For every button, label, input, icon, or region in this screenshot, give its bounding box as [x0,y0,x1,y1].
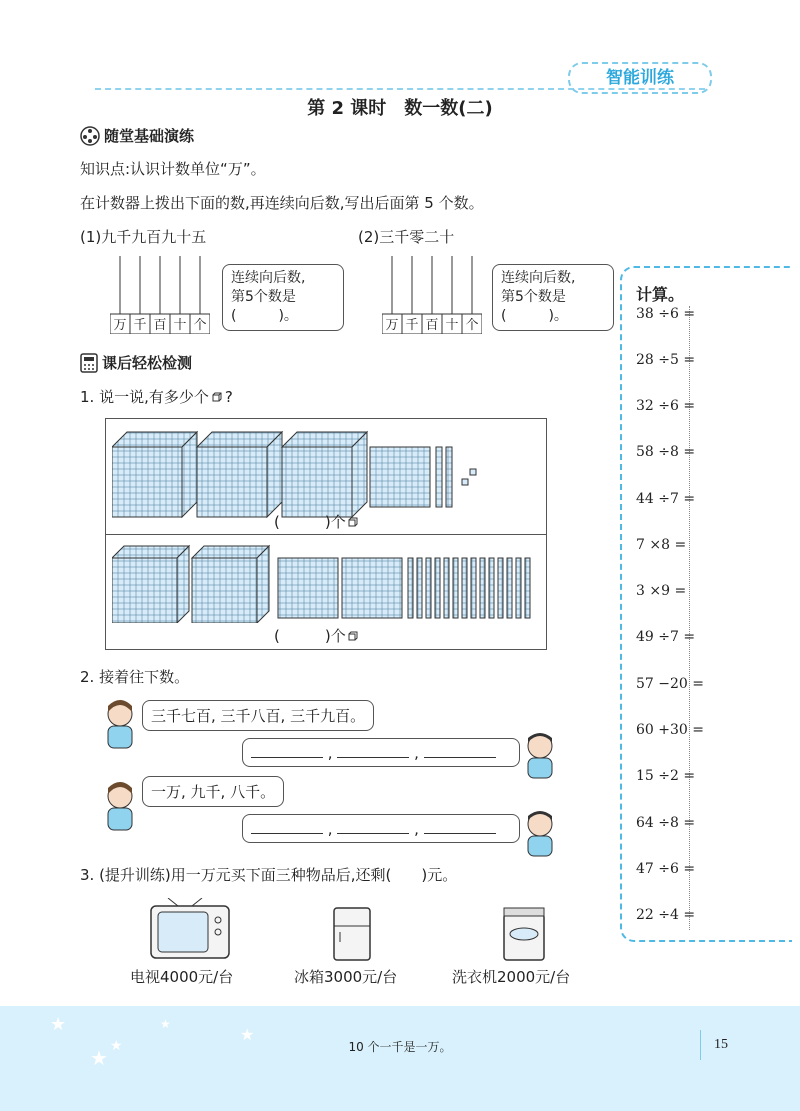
washer-label: 洗衣机2000元/台 [452,968,571,986]
fridge-label: 冰箱3000元/台 [294,968,398,986]
calc-item: 57 −20 = [636,676,704,692]
blank[interactable] [337,743,409,758]
blank[interactable] [251,743,323,758]
cube-panel [105,418,547,650]
washer-icon [500,904,550,962]
answer1: ( )个 [274,511,358,532]
calculator-icon [80,353,98,373]
answer2: ( )个 [274,625,358,646]
lesson-title: 第 2 课时 数一数(二) [307,98,493,119]
abacus-2-labels: 万 千 百 十 个 [385,318,479,333]
film-reel-icon [80,126,100,146]
girl-icon [100,698,142,750]
girl-icon [100,780,142,832]
item1-label: (1)九千九百九十五 [80,228,207,246]
footer-note: 10 个一千是一万。 [348,1040,452,1054]
cube-group-2 [112,543,542,623]
answer-row-2: , , [242,814,520,843]
section1-heading-text: 随堂基础演练 [104,127,195,145]
svg-text:★: ★ [50,1014,67,1035]
svg-text:★: ★ [160,1017,171,1031]
calc-item: 64 ÷8 = [636,815,696,831]
boy-icon [520,730,560,780]
cube-icon [348,631,358,641]
calc-item: 22 ÷4 = [636,907,696,923]
calc-item: 38 ÷6 = [636,306,696,322]
fridge-icon [328,902,378,962]
q1-text: 1. 说一说,有多少个 ? [80,387,233,406]
svg-text:★: ★ [110,1038,123,1054]
blank[interactable] [424,743,496,758]
svg-text:★: ★ [90,1046,108,1070]
section2-heading-text: 课后轻松检测 [102,354,193,372]
section1-heading [80,125,194,146]
panel-divider [106,534,546,535]
instruction: 在计数器上拨出下面的数,再连续向后数,写出后面第 5 个数。 [80,194,484,212]
abacus-1-labels: 万 千 百 十 个 [113,318,207,333]
brand-badge: 智能训练 [568,62,712,94]
calc-item: 15 ÷2 = [636,768,696,784]
cube-icon [212,392,222,402]
knowledge-point: 知识点:认识计数单位“万”。 [80,160,266,178]
tv-icon [150,898,232,962]
calc-item: 44 ÷7 = [636,491,696,507]
item2-bubble: 连续向后数, 第5个数是 ( )。 [492,264,614,331]
calc-item: 28 ÷5 = [636,352,696,368]
calc-item: 32 ÷6 = [636,398,696,414]
calc-item: 49 ÷7 = [636,629,696,645]
cube-icon [348,517,358,527]
q2-text: 2. 接着往下数。 [80,668,190,686]
blank[interactable] [251,819,323,834]
calc-item: 60 +30 = [636,722,704,738]
boy-icon [520,808,560,858]
q3-text: 3. (提升训练)用一万元买下面三种物品后,还剩( )元。 [80,866,458,884]
page-number: 15 [700,1030,741,1060]
tv-label: 电视4000元/台 [130,968,234,986]
calc-item: 3 ×9 = [636,583,687,599]
item2-label: (2)三千零二十 [358,228,455,246]
calc-item: 7 ×8 = [636,537,687,553]
calc-item: 58 ÷8 = [636,444,696,460]
blank[interactable] [337,819,409,834]
answer-row-1: , , [242,738,520,767]
calc-item: 47 ÷6 = [636,861,696,877]
calc-title: 计算。 [636,285,685,304]
girl-bubble-1: 三千七百, 三千八百, 三千九百。 [142,700,374,731]
section2-heading [80,352,192,373]
blank[interactable] [424,819,496,834]
item1-bubble: 连续向后数, 第5个数是 ( )。 [222,264,344,331]
girl-bubble-2: 一万, 九千, 八千。 [142,776,284,807]
svg-text:★: ★ [240,1025,255,1044]
